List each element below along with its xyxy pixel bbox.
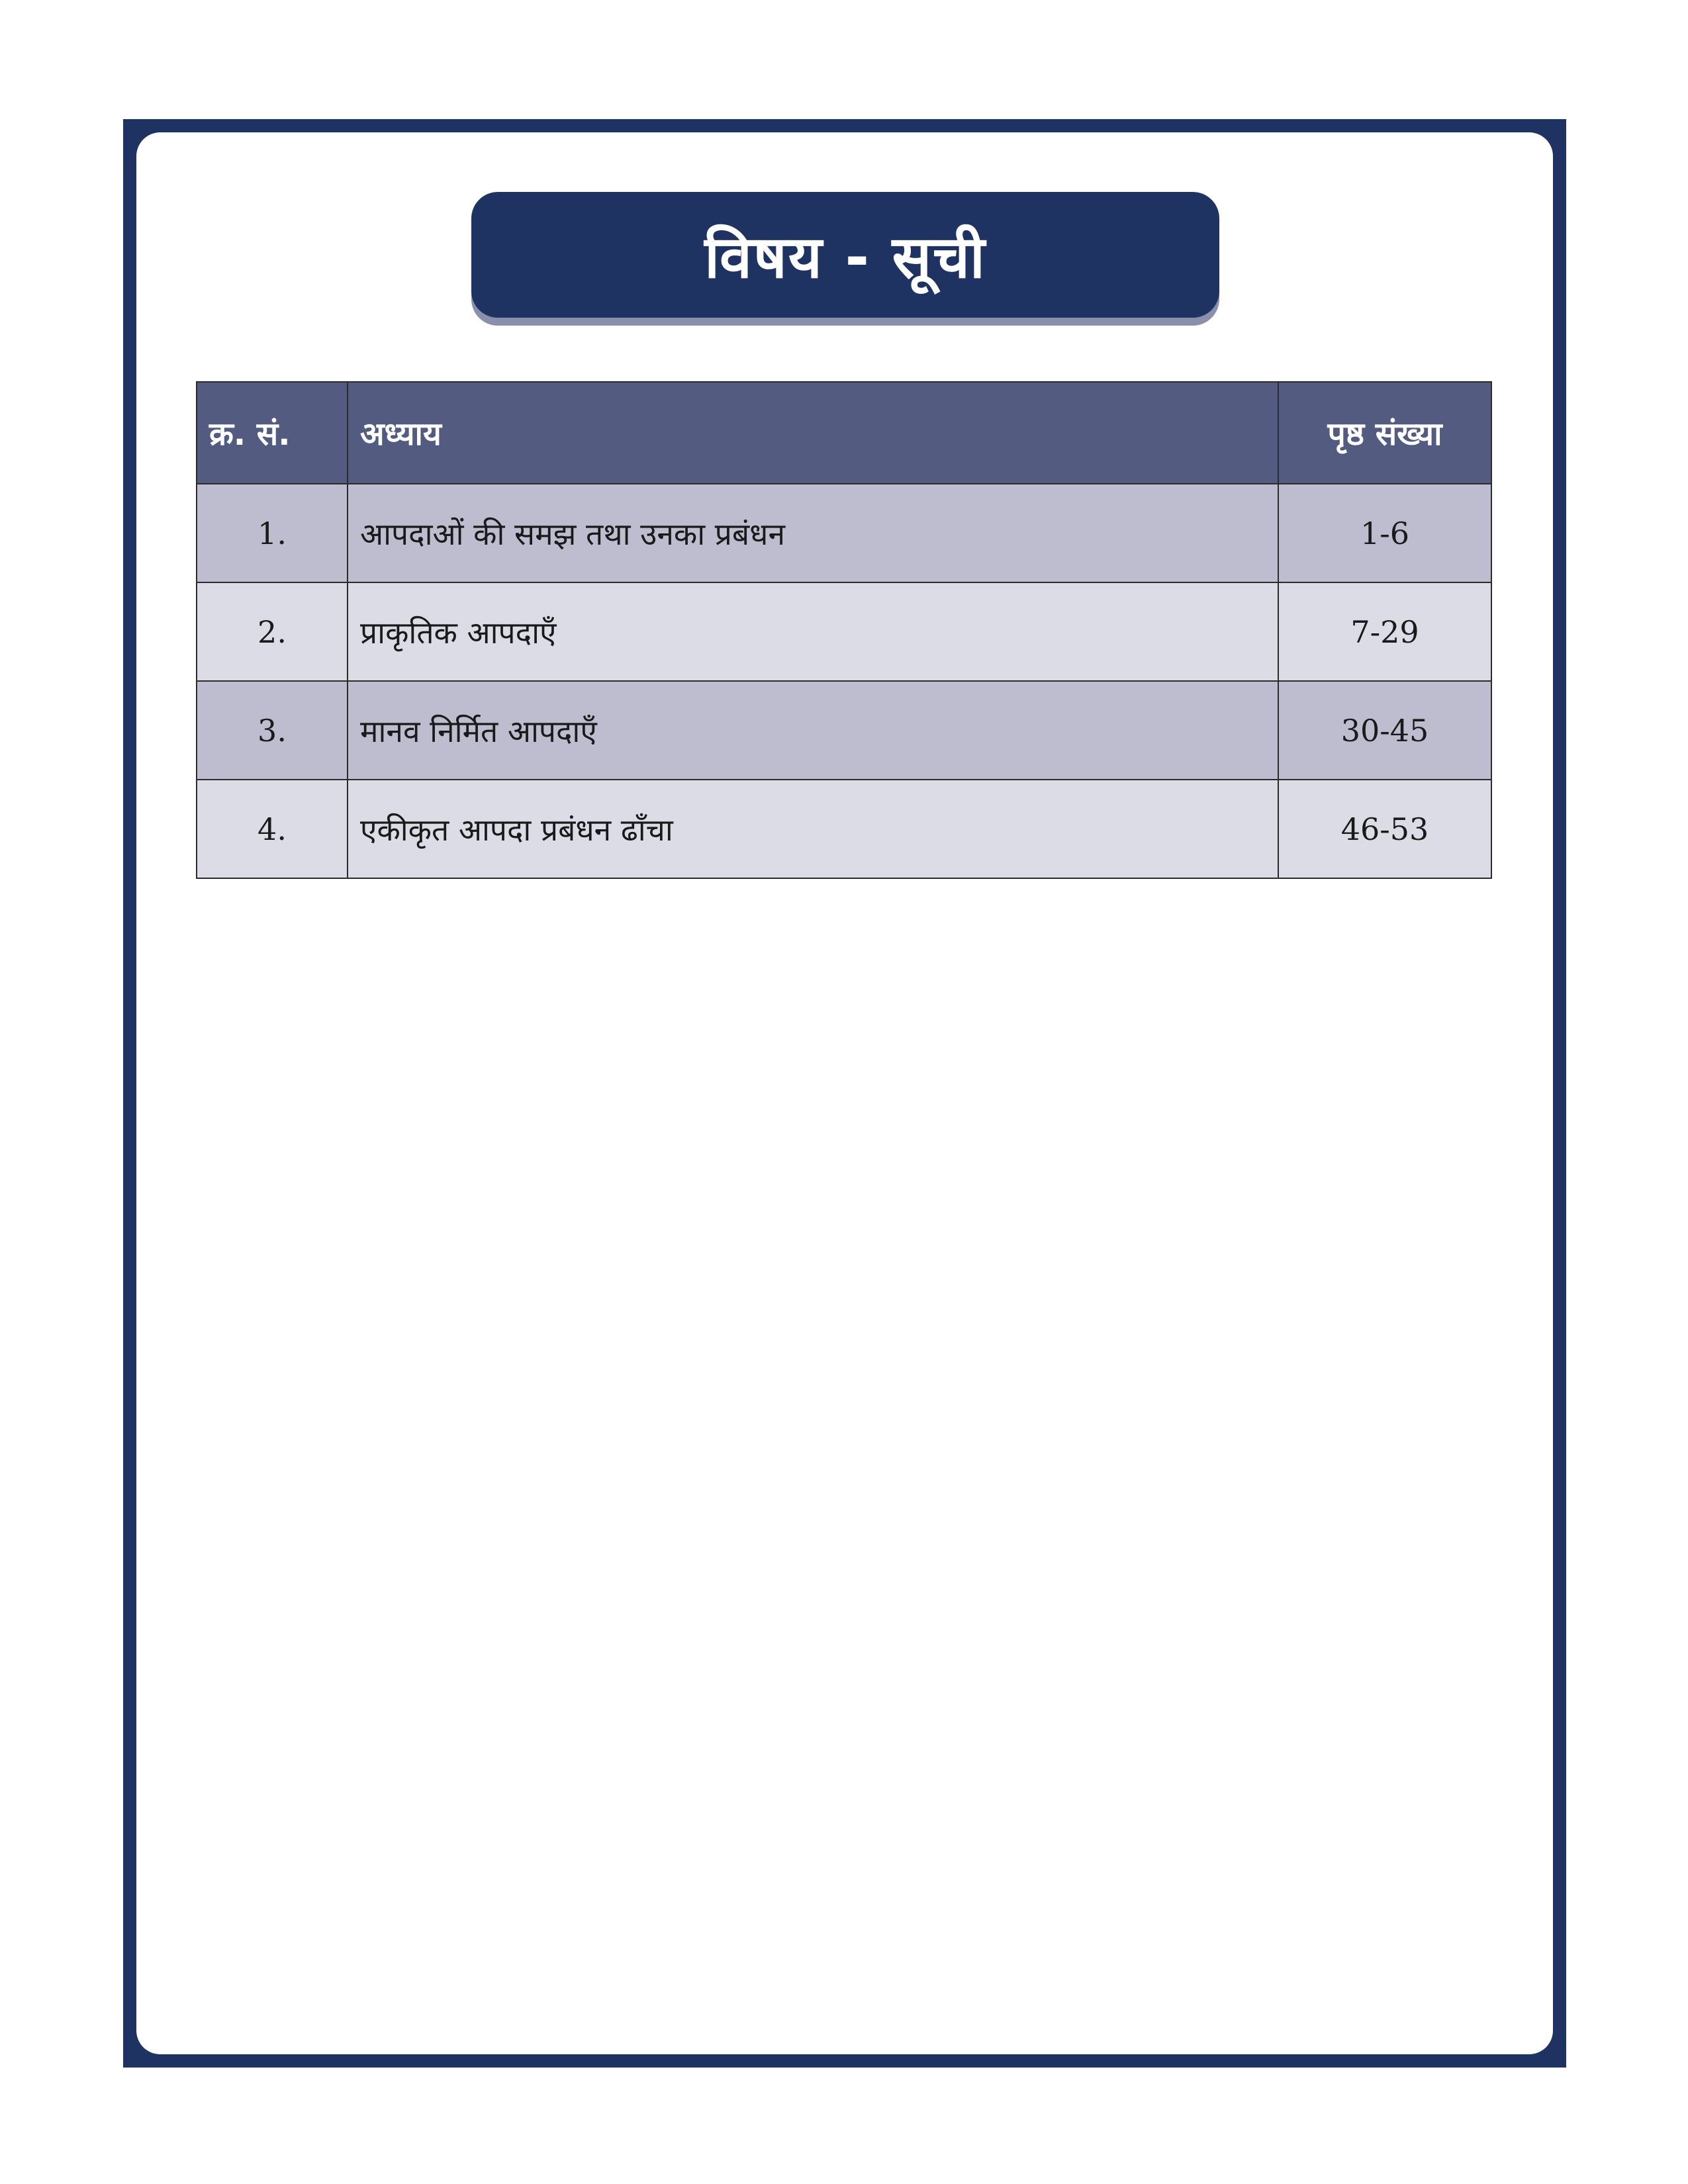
row-serial: 1. — [197, 484, 348, 582]
title-banner — [471, 192, 1219, 318]
page-title: विषय - सूची — [704, 223, 986, 291]
row-pages: 30-45 — [1278, 681, 1491, 780]
table-header-row — [197, 382, 1491, 484]
header-pages: पृष्ठ संख्या — [1278, 382, 1491, 484]
row-chapter[interactable]: एकीकृत आपदा प्रबंधन ढाँचा — [348, 780, 1278, 878]
row-chapter[interactable]: प्राकृतिक आपदाएँ — [348, 582, 1278, 681]
header-serial: क्र. सं. — [197, 382, 348, 484]
table-row[interactable] — [197, 780, 1491, 878]
row-chapter[interactable]: मानव निर्मित आपदाएँ — [348, 681, 1278, 780]
row-pages: 46-53 — [1278, 780, 1491, 878]
row-pages: 1-6 — [1278, 484, 1491, 582]
table-of-contents — [196, 381, 1492, 879]
row-chapter[interactable]: आपदाओं की समझ तथा उनका प्रबंधन — [348, 484, 1278, 582]
table-row[interactable] — [197, 582, 1491, 681]
row-serial: 2. — [197, 582, 348, 681]
table-row[interactable] — [197, 681, 1491, 780]
table-row[interactable] — [197, 484, 1491, 582]
header-chapter: अध्याय — [348, 382, 1278, 484]
row-pages: 7-29 — [1278, 582, 1491, 681]
row-serial: 3. — [197, 681, 348, 780]
row-serial: 4. — [197, 780, 348, 878]
